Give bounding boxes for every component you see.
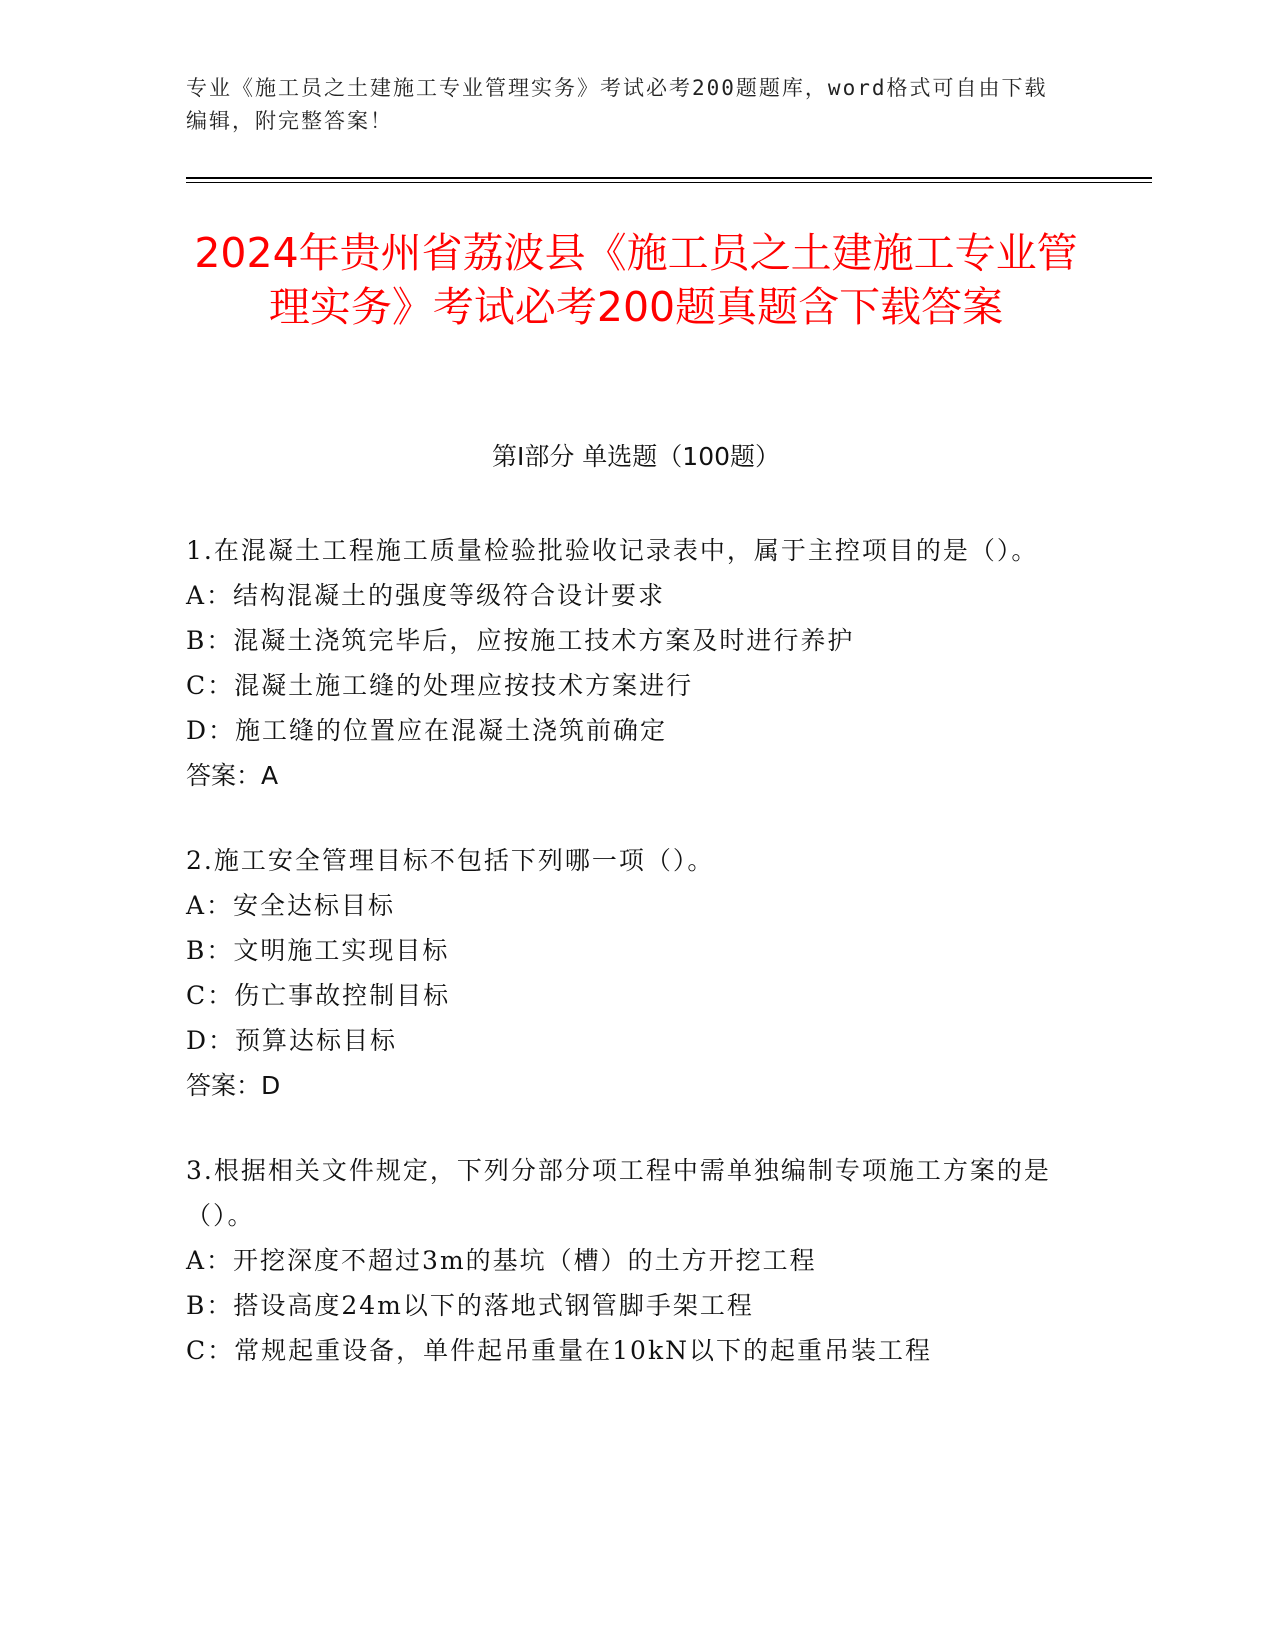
question-2 <box>186 838 1066 1108</box>
question-stem: 2.施工安全管理目标不包括下列哪一项（）。 <box>186 846 715 875</box>
answer: 答案：D <box>186 1071 281 1100</box>
option-d: D：施工缝的位置应在混凝土浇筑前确定 <box>186 716 668 745</box>
question-list <box>186 528 1066 1413</box>
question-1 <box>186 528 1066 798</box>
question-stem: 1.在混凝土工程施工质量检验批验收记录表中，属于主控项目的是（）。 <box>186 536 1039 565</box>
option-b: B：混凝土浇筑完毕后，应按施工技术方案及时进行养护 <box>186 626 855 655</box>
option-c: C：混凝土施工缝的处理应按技术方案进行 <box>186 671 694 700</box>
header-note: 专业《施工员之土建施工专业管理实务》考试必考200题题库，word格式可自由下载编辑，附完整答案！ <box>186 76 1048 133</box>
option-a: A：开挖深度不超过3m的基坑（槽）的土方开挖工程 <box>186 1246 817 1275</box>
option-c: C：伤亡事故控制目标 <box>186 981 451 1010</box>
option-b: B：文明施工实现目标 <box>186 936 450 965</box>
option-c: C：常规起重设备，单件起吊重量在10kN以下的起重吊装工程 <box>186 1336 932 1365</box>
option-d: D：预算达标目标 <box>186 1026 398 1055</box>
answer: 答案：A <box>186 761 279 790</box>
document-title: 2024年贵州省荔波县《施工员之土建施工专业管理实务》考试必考200题真题含下载答案 <box>194 229 1078 331</box>
section-title: 第Ⅰ部分 单选题（100题） <box>491 442 781 471</box>
question-3 <box>186 1148 1066 1373</box>
option-a: A：安全达标目标 <box>186 891 396 920</box>
question-stem: 3.根据相关文件规定，下列分部分项工程中需单独编制专项施工方案的是（）。 <box>186 1156 1051 1230</box>
header-rule-thin <box>186 182 1152 183</box>
header-rule-thick <box>186 177 1152 179</box>
option-a: A：结构混凝土的强度等级符合设计要求 <box>186 581 666 610</box>
option-b: B：搭设高度24m以下的落地式钢管脚手架工程 <box>186 1291 754 1320</box>
